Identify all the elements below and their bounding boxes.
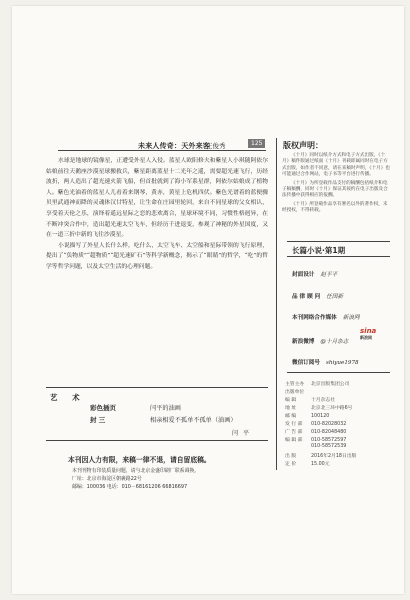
magazine-page [12,6,404,594]
pub-label: 出版单位 [285,390,305,395]
info-top-rule [287,241,390,242]
pub-row [285,436,346,443]
pub-row [285,412,329,419]
pub-label: 广 告 部 [285,430,303,435]
page-number: 125 [248,139,265,148]
pub-row [285,428,346,435]
info-label: 封面设计 [292,272,315,278]
info-label: 新浪微博 [292,339,315,345]
info-row-weibo [292,337,392,345]
pub-label: 发 行 部 [285,422,303,427]
issue-title: 长篇小说·第1期 [292,246,346,255]
info-label: 品 律 顾 问 [292,294,321,300]
art-desc-color: 闫平的油画 [150,405,181,412]
copyright-text [282,153,390,217]
art-heading: 艺 术 [50,393,86,402]
pub-label: 定 价 [285,462,297,467]
pub-value: 15.00元 [311,462,330,467]
story-title: 未来人传奇：天外来客 [138,142,210,150]
copyright-paragraph-2: 《十月》为所登载作品支付的稿酬包括纸介和电子稿稿酬，同时《十月》保证其按约在电子出版及合法传播中获得相应的报酬。 [282,180,388,199]
pub-value: 010-58572539 [311,444,347,449]
art-desc-cover: 相亲相爱不孤单不孤单（油画） [150,417,237,424]
info-row-cover [292,270,392,278]
notice-line-2: 厂址：北京市海淀区朝裹路22号 [72,476,142,482]
sina-logo-text: sina [360,327,377,335]
art-label-cover: 封 三 [90,416,106,424]
pub-label: 编 辑 [285,398,297,403]
info-row-legal [292,292,392,300]
pub-value: 010-58572597 [311,438,347,443]
pub-value: 100120 [311,414,330,419]
pub-label: 出 版 [285,454,297,459]
pub-row [285,388,311,395]
info-value: shiyue1978 [325,360,359,366]
info-value: 赵平平 [320,272,338,278]
art-label-color: 彩色插页 [90,404,116,412]
notice-line-1: 本刊刊物有印装质量问题，请与北京金盛印刷厂联系调换。 [72,468,200,474]
sina-logo-sub: 新浪网 [360,335,372,340]
pub-value: 2016年2月18日出版 [311,454,357,459]
copyright-paragraph-1: 《十月》同时以纸介方式和电子方式出版，《十月》稿件版通过纸面《十月》刊载即属同时在电子方式出版，如作者不同意，请在来稿时声明，《十月》也可能通过合作网站，电子书等平台进行传播。 [282,153,390,178]
pub-value: 010-82028032 [311,422,347,427]
info-value: @十月杂志 [320,339,349,345]
submission-notice: 本刊因人力有限，来稿一律不退，请自留底稿。 [68,456,211,464]
artist-name: 闫平 [232,430,255,437]
story-paragraph-2: 小说描写了外星人长什么样，吃什么，太空飞车、太空船和星际带领的飞行原理，提出了“负物质”“超物质”“超光速矿石”等科学新概念，揭示了“眼睛”的哲学，“吃”的哲学等哲学问题，以及太空生活的心理问题。 [46,242,268,270]
pub-label: 主管主办 [285,382,305,387]
art-top-rule [46,387,268,388]
info-label: 微信订阅号 [292,360,320,366]
pub-value: 北京北三环中路6号 [311,406,353,411]
pub-label: 编 辑 部 [285,438,303,443]
pub-label: 邮 编 [285,414,297,419]
pub-label: 地 址 [285,406,297,411]
pub-value: 北京出版集团公司 [311,382,350,387]
info-title-rule [287,256,390,257]
pub-row [285,396,335,403]
copyright-title: 版权声明： [283,141,323,150]
pub-row [285,460,330,467]
art-bottom-rule [46,440,268,441]
column-divider [276,138,277,470]
info-bottom-rule [287,372,390,373]
pub-row [285,380,349,387]
story-author: 王俊秀 [206,142,226,150]
pub-value: 十月杂志社 [311,398,335,403]
pub-row [285,420,346,427]
info-row-network [292,313,392,321]
info-value: 任国新 [326,294,344,300]
pub-row [285,452,356,459]
notice-line-3: 邮编：100036 电话：010－68161206 66816697 [72,484,188,490]
pub-row [285,444,346,449]
info-value: 新浪网 [342,315,360,321]
info-row-wechat [292,358,392,366]
pub-value: 010-82048480 [311,430,347,435]
story-body [46,156,268,273]
copyright-paragraph-3: 《十月》所登载作品享有署名以外的著作权，未经授权，不得转载。 [282,201,388,214]
story-paragraph-1: 水球是地球的镜像星，正遭受外星人入侵。蓝星人欧阳修夫和紫星人小琪随阿依尔姑娘前往天鹅座沙漠星球搬救兵，紫星距离蓝星十二光年之遥，需要超光速飞行，历经波折，两人造出了超光速火箭飞船，但首批就到了海小军系星群，阿依尔姑娘成了植物人。紫色光油着的蓝星人儿看着来钢琴，黄赤，黄星上危机四伏。紫色光谱着的蓝便骤贝里武通神而降的灵魂体汉甘特星，让生命在庄园里轮回，来自不同星球的父女相认，享受着天伦之乐，演绎着遥远星际之恋的悲欢离合，星球环境不同，习惯性格迥异，在不断冲突合作中，造出超光速太空飞车，但经历千进退变，参观了神秘的外星国度，又在一道三折中新的飞往沙漠星。 [46,158,268,239]
info-label: 本刊网络合作媒体 [292,315,337,321]
pub-row [285,404,352,411]
